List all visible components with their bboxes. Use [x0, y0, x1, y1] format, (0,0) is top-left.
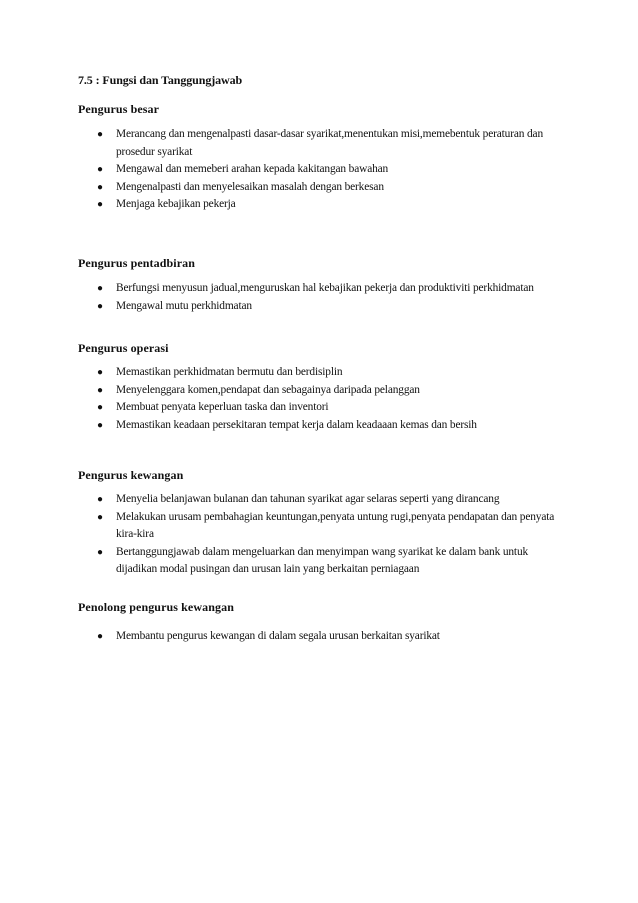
- bullet-icon: ●: [97, 164, 103, 176]
- heading-pengurus-kewangan: Pengurus kewangan: [78, 468, 184, 482]
- list-item: ● Memastikan keadaan persekitaran tempat kerja dalam keadaaan kemas dan bersih: [0, 417, 638, 435]
- heading-pengurus-besar: Pengurus besar: [78, 102, 160, 116]
- bullet-icon: ●: [97, 384, 103, 396]
- list-item: ● Membuat penyata keperluan taska dan inventori: [0, 399, 638, 417]
- list-item: ● Berfungsi menyusun jadual,menguruskan hal kebajikan pekerja dan produktiviti perkhidmatan: [0, 280, 638, 298]
- bullet-icon: ●: [97, 283, 103, 294]
- bullet-icon: ●: [97, 367, 103, 378]
- list-item: ● Menyelia belanjawan bulanan dan tahunan syarikat agar selaras seperti yang dirancang: [0, 491, 638, 509]
- bullet-icon: ●: [97, 631, 103, 642]
- list-pengurus-kewangan: [0, 491, 638, 579]
- heading-pengurus-pentadbiran: Pengurus pentadbiran: [78, 256, 196, 270]
- bullet-icon: ●: [97, 199, 103, 211]
- bullet-icon: ●: [97, 419, 103, 431]
- bullet-icon: ●: [97, 494, 103, 505]
- list-item: ● Menjaga kebajikan pekerja: [0, 196, 638, 214]
- list-item: ● Memastikan perkhidmatan bermutu dan berdisiplin: [0, 364, 638, 382]
- heading-penolong-pengurus-kewangan: Penolong pengurus kewangan: [78, 600, 234, 614]
- bullet-icon: ●: [97, 300, 103, 312]
- list-pengurus-operasi: [0, 364, 638, 434]
- list-item: ● Bertanggungjawab dalam mengeluarkan dan menyimpan wang syarikat ke dalam bank untuk dijadikan modal pusingan dan urusan lain yang berkaitan perniagaan: [97, 545, 529, 576]
- bullet-icon: ●: [97, 402, 103, 414]
- list-penolong-pengurus-kewangan: [0, 628, 638, 646]
- list-item: ● Membantu pengurus kewangan di dalam segala urusan berkaitan syarikat: [0, 628, 638, 646]
- list-item: ● Mengawal mutu perkhidmatan: [0, 298, 638, 316]
- bullet-icon: ●: [97, 129, 103, 140]
- bullet-icon: ●: [97, 181, 103, 193]
- section-title: 7.5 : Fungsi dan Tanggungjawab: [78, 73, 243, 87]
- bullet-icon: ●: [97, 511, 103, 523]
- list-pengurus-besar: [0, 126, 638, 214]
- list-pengurus-pentadbiran: [0, 280, 638, 315]
- list-item: ● Menyelenggara komen,pendapat dan sebagainya daripada pelanggan: [0, 382, 638, 400]
- heading-pengurus-operasi: Pengurus operasi: [78, 341, 169, 355]
- list-item: ● Melakukan urusam pembahagian keuntungan,penyata untung rugi,penyata pendapatan dan penyata kira-kira: [97, 510, 555, 541]
- bullet-icon: ●: [97, 546, 103, 558]
- list-item: ● Mengawal dan memeberi arahan kepada kakitangan bawahan: [0, 161, 638, 179]
- list-item: ● Mengenalpasti dan menyelesaikan masalah dengan berkesan: [0, 179, 638, 197]
- list-item: ● Merancang dan mengenalpasti dasar-dasar syarikat,menentukan misi,memebentuk peraturan dan prosedur syarikat: [97, 128, 544, 158]
